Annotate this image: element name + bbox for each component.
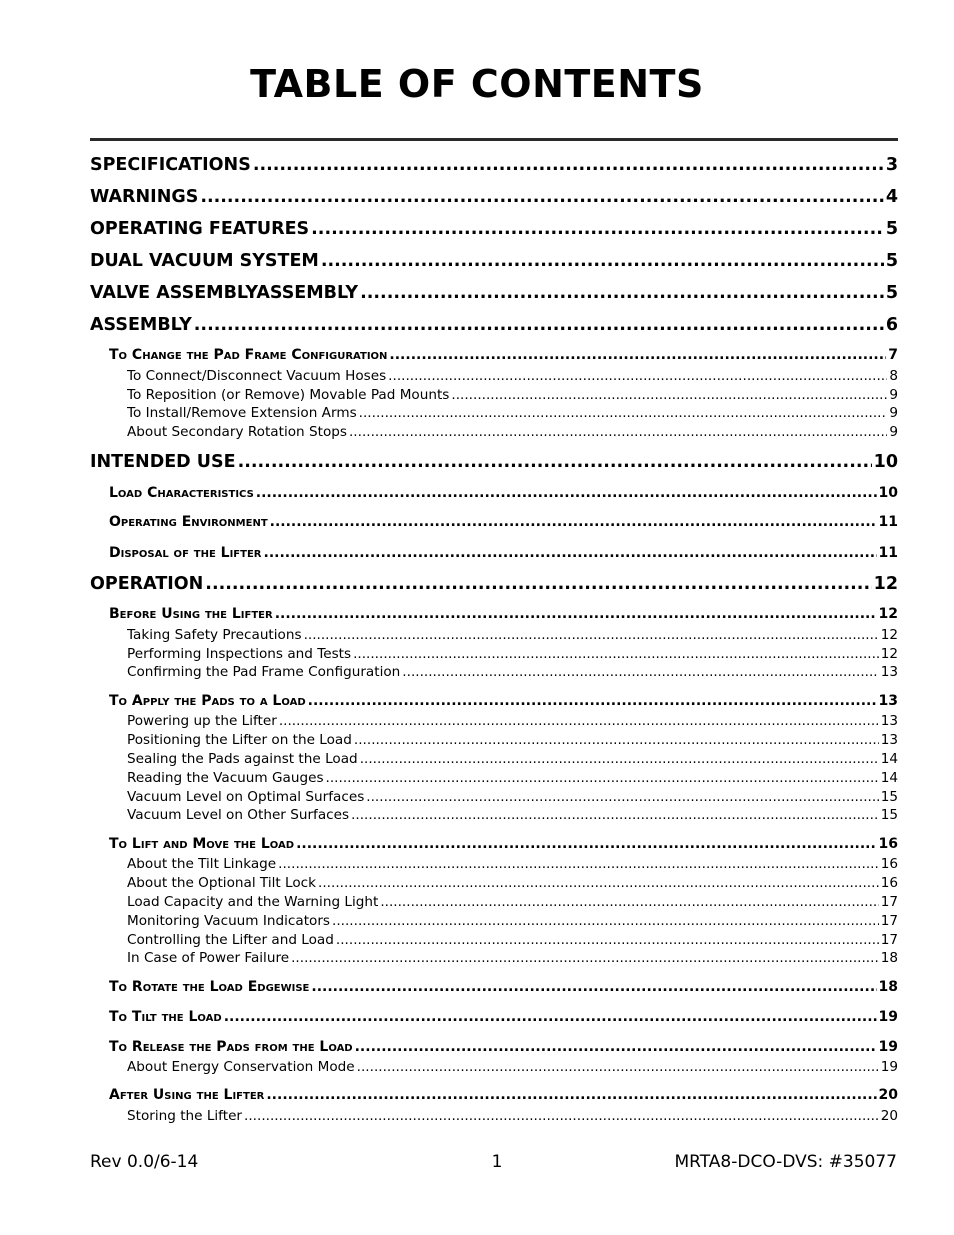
toc-entry-text: Operating Environment [109, 514, 268, 530]
toc-entry-text: Confirming the Pad Frame Configuration [127, 664, 401, 680]
toc-entry-page: 19 [878, 1039, 898, 1055]
leader-dots [389, 347, 886, 363]
toc-entry-page: 15 [880, 807, 898, 823]
toc-entry-text: OPERATING FEATURES [90, 219, 310, 239]
toc-entry-load-characteristics[interactable] [109, 485, 898, 501]
toc-entry-page: 16 [880, 856, 898, 872]
toc-entry-text: About Energy Conservation Mode [127, 1059, 355, 1075]
toc-entry-text: Performing Inspections and Tests [127, 646, 352, 662]
toc-entry-text: To Connect/Disconnect Vacuum Hoses [127, 368, 387, 384]
toc-entry-vacuum-hoses[interactable] [127, 368, 898, 384]
toc-entry-page: 11 [878, 514, 898, 530]
toc-entry-text: To Change the Pad Frame Configuration [109, 347, 388, 363]
toc-entry-other-surfaces[interactable] [127, 807, 898, 823]
toc-entry-page: 13 [878, 693, 898, 709]
toc-entry-movable-pad-mounts[interactable] [127, 387, 898, 403]
toc-entry-powering-up[interactable] [127, 713, 898, 729]
toc-entry-text: Positioning the Lifter on the Load [127, 732, 352, 748]
toc-entry-lift-move[interactable] [109, 836, 898, 852]
toc-entry-energy-conservation[interactable] [127, 1059, 898, 1075]
toc-entry-page: 17 [880, 894, 898, 910]
toc-entry-positioning[interactable] [127, 732, 898, 748]
leader-dots [380, 894, 878, 910]
toc-entry-text: Powering up the Lifter [127, 713, 277, 729]
leader-dots [354, 732, 879, 748]
toc-entry-text: Taking Safety Precautions [127, 627, 302, 643]
toc-entry-text: To Lift and Move the Load [109, 836, 295, 852]
leader-dots [318, 875, 879, 891]
page-title: TABLE OF CONTENTS [250, 62, 704, 106]
leader-dots [296, 836, 876, 852]
toc-entry-extension-arms[interactable] [127, 405, 898, 421]
toc-entry-disposal[interactable] [109, 545, 898, 561]
toc-entry-valve-assembly[interactable] [90, 283, 898, 303]
toc-entry-confirming-configuration[interactable] [127, 664, 898, 680]
toc-entry-page: 20 [880, 1108, 898, 1124]
toc-entry-text: Reading the Vacuum Gauges [127, 770, 324, 786]
toc-entry-text: INTENDED USE [90, 452, 236, 472]
toc-entry-text: Controlling the Lifter and Load [127, 932, 334, 948]
leader-dots [359, 405, 888, 421]
toc-entry-safety-precautions[interactable] [127, 627, 898, 643]
toc-entry-tilt-lock[interactable] [127, 875, 898, 891]
toc-entry-page: 19 [880, 1059, 898, 1075]
toc-entry-page: 4 [885, 187, 898, 207]
leader-dots [336, 932, 879, 948]
toc-entry-page: 19 [878, 1009, 898, 1025]
toc-entry-page: 9 [889, 424, 898, 440]
toc-entry-apply-pads[interactable] [109, 693, 898, 709]
toc-entry-text: Load Characteristics [109, 485, 254, 501]
leader-dots [353, 646, 879, 662]
toc-entry-page: 9 [889, 405, 898, 421]
toc-entry-page: 18 [880, 950, 898, 966]
leader-dots [311, 979, 876, 995]
toc-entry-release-pads[interactable] [109, 1039, 898, 1055]
leader-dots [279, 713, 879, 729]
toc-entry-operating-environment[interactable] [109, 514, 898, 530]
footer-page-number: 1 [491, 1152, 503, 1172]
leader-dots [360, 283, 884, 303]
toc-entry-specifications[interactable] [90, 155, 898, 175]
toc-entry-power-failure[interactable] [127, 950, 898, 966]
toc-entry-text: Vacuum Level on Optimal Surfaces [127, 789, 365, 805]
toc-entry-text: Disposal of the Lifter [109, 545, 262, 561]
leader-dots [275, 606, 877, 622]
toc-entry-text: After Using the Lifter [109, 1087, 265, 1103]
leader-dots [357, 1059, 879, 1075]
toc-entry-text: To Reposition (or Remove) Movable Pad Mounts [127, 387, 450, 403]
leader-dots [278, 856, 879, 872]
toc-entry-page: 5 [885, 219, 898, 239]
leader-dots [291, 950, 879, 966]
toc-entry-text: About the Tilt Linkage [127, 856, 277, 872]
toc-entry-tilt-load[interactable] [109, 1009, 898, 1025]
toc-entry-page: 5 [885, 251, 898, 271]
leader-dots [311, 219, 884, 239]
leader-dots [402, 664, 878, 680]
toc-entry-controlling-lifter[interactable] [127, 932, 898, 948]
leader-dots [256, 485, 877, 501]
leader-dots [200, 187, 884, 207]
leader-dots [332, 913, 879, 929]
toc-entry-page: 13 [880, 732, 898, 748]
toc-entry-page: 7 [888, 347, 898, 363]
leader-dots [355, 1039, 877, 1055]
toc-entry-page: 6 [885, 315, 898, 335]
toc-entry-page: 9 [889, 387, 898, 403]
toc-entry-vacuum-indicators[interactable] [127, 913, 898, 929]
toc-entry-text: VALVE ASSEMBLYASSEMBLY [90, 283, 359, 303]
leader-dots [349, 424, 887, 440]
toc-entry-page: 8 [889, 368, 898, 384]
leader-dots [270, 514, 877, 530]
toc-entry-page: 17 [880, 932, 898, 948]
toc-entry-text: Monitoring Vacuum Indicators [127, 913, 331, 929]
toc-entry-text: To Install/Remove Extension Arms [127, 405, 357, 421]
footer-revision: Rev 0.0/6-14 [90, 1152, 199, 1172]
toc-entry-page: 10 [873, 452, 898, 472]
toc-entry-text: Before Using the Lifter [109, 606, 273, 622]
toc-entry-text: ASSEMBLY [90, 315, 192, 335]
toc-entry-intended-use[interactable] [90, 452, 898, 472]
toc-entry-page: 16 [878, 836, 898, 852]
toc-entry-inspections-tests[interactable] [127, 646, 898, 662]
toc-entry-warnings[interactable] [90, 187, 898, 207]
footer-document-id: MRTA8-DCO-DVS: #35077 [674, 1152, 897, 1172]
toc-entry-text: OPERATION [90, 574, 204, 594]
toc-entry-load-capacity[interactable] [127, 894, 898, 910]
toc-entry-assembly[interactable] [90, 315, 898, 335]
toc-entry-page: 11 [878, 545, 898, 561]
toc-entry-before-using[interactable] [109, 606, 898, 622]
toc-entry-change-pad-frame[interactable] [109, 347, 898, 363]
toc-entry-dual-vacuum-system[interactable] [90, 251, 898, 271]
toc-entry-page: 12 [873, 574, 898, 594]
leader-dots [451, 387, 887, 403]
toc-entry-text: To Release the Pads from the Load [109, 1039, 353, 1055]
toc-entry-vacuum-gauges[interactable] [127, 770, 898, 786]
toc-entry-page: 5 [885, 283, 898, 303]
toc-entry-text: Storing the Lifter [127, 1108, 243, 1124]
toc-entry-page: 20 [878, 1087, 898, 1103]
toc-entry-page: 12 [878, 606, 898, 622]
leader-dots [388, 368, 887, 384]
toc-entry-page: 14 [880, 770, 898, 786]
toc-entry-rotate-load[interactable] [109, 979, 898, 995]
toc-entry-text: About the Optional Tilt Lock [127, 875, 317, 891]
leader-dots [194, 315, 884, 335]
leader-dots [321, 251, 884, 271]
toc-entry-sealing-pads[interactable] [127, 751, 898, 767]
leader-dots [351, 807, 879, 823]
leader-dots [238, 452, 872, 472]
leader-dots [205, 574, 871, 594]
toc-entry-operation[interactable] [90, 574, 898, 594]
toc-entry-page: 3 [885, 155, 898, 175]
toc-entry-text: Load Capacity and the Warning Light [127, 894, 379, 910]
leader-dots [264, 545, 877, 561]
toc-entry-page: 15 [880, 789, 898, 805]
leader-dots [360, 751, 879, 767]
leader-dots [253, 155, 884, 175]
toc-entry-after-using[interactable] [109, 1087, 898, 1103]
toc-entry-page: 12 [880, 627, 898, 643]
leader-dots [224, 1009, 877, 1025]
toc-entry-text: In Case of Power Failure [127, 950, 290, 966]
leader-dots [326, 770, 879, 786]
toc-entry-text: Vacuum Level on Other Surfaces [127, 807, 350, 823]
toc-entry-text: Sealing the Pads against the Load [127, 751, 358, 767]
toc-entry-storing-lifter[interactable] [127, 1108, 898, 1124]
toc-entry-rotation-stops[interactable] [127, 424, 898, 440]
toc-entry-tilt-linkage[interactable] [127, 856, 898, 872]
toc-entry-page: 18 [878, 979, 898, 995]
toc-entry-page: 12 [880, 646, 898, 662]
toc-entry-page: 13 [880, 713, 898, 729]
toc-entry-text: To Tilt the Load [109, 1009, 222, 1025]
leader-dots [308, 693, 877, 709]
toc-entry-page: 17 [880, 913, 898, 929]
toc-entry-text: SPECIFICATIONS [90, 155, 251, 175]
leader-dots [244, 1108, 879, 1124]
leader-dots [366, 789, 878, 805]
toc-entry-operating-features[interactable] [90, 219, 898, 239]
toc-entry-page: 13 [880, 664, 898, 680]
toc-entry-text: To Rotate the Load Edgewise [109, 979, 310, 995]
toc-entry-text: To Apply the Pads to a Load [109, 693, 306, 709]
toc-entry-page: 14 [880, 751, 898, 767]
toc-entry-text: About Secondary Rotation Stops [127, 424, 347, 440]
toc-entry-text: WARNINGS [90, 187, 199, 207]
toc-entry-optimal-surfaces[interactable] [127, 789, 898, 805]
toc-entry-page: 10 [878, 485, 898, 501]
leader-dots [266, 1087, 876, 1103]
leader-dots [304, 627, 879, 643]
table-of-contents [90, 0, 898, 1235]
toc-entry-page: 16 [880, 875, 898, 891]
toc-entry-text: DUAL VACUUM SYSTEM [90, 251, 319, 271]
